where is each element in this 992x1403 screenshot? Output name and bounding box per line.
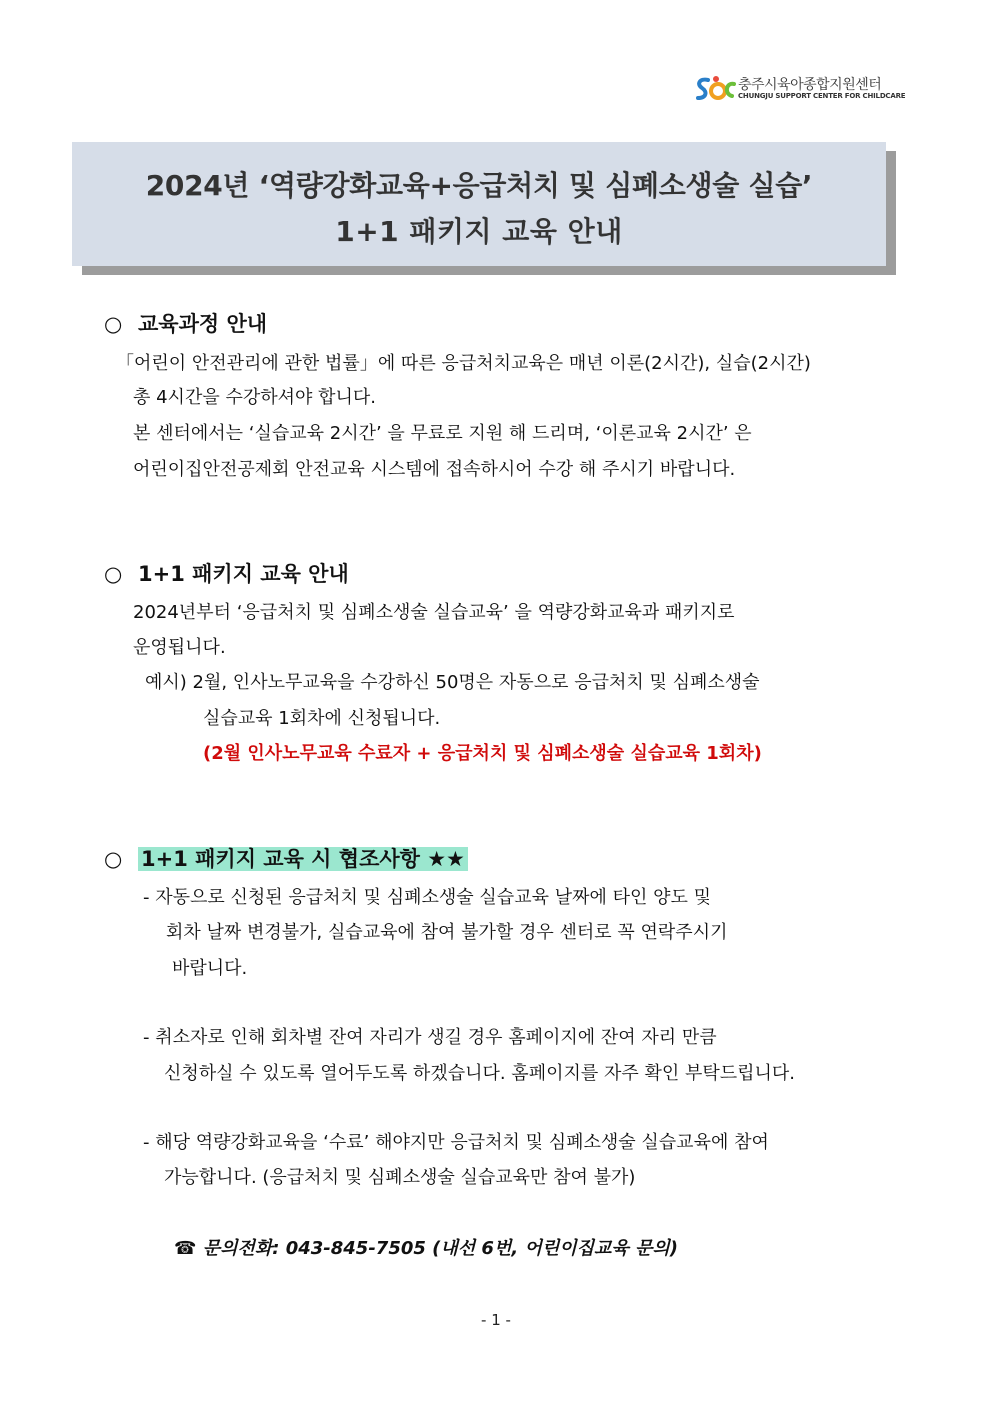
section2-example-line-1: 예시) 2월, 인사노무교육을 수강하신 50명은 자동으로 응급처치 및 심폐소생술	[145, 672, 760, 693]
section3-item1-line-3: 바랍니다.	[172, 958, 248, 979]
section3-item3-line-1: - 해당 역량강화교육을 ‘수료’ 해야지만 응급처치 및 심폐소생술 실습교육에 참여	[143, 1132, 769, 1153]
section3-item3-line-2: 가능합니다. (응급처치 및 심폐소생술 실습교육만 참여 불가)	[164, 1167, 636, 1188]
section2-highlight: (2월 인사노무교육 수료자 + 응급처치 및 심폐소생술 실습교육 1회차)	[203, 743, 762, 764]
section1-line-2: 총 4시간을 수강하셔야 합니다.	[133, 387, 376, 408]
contact-phone: ☎ 문의전화: 043-845-7505 (내선 6번, 어린이집교육 문의)	[174, 1238, 679, 1259]
section3-item1-line-1: - 자동으로 신청된 응급처치 및 심폐소생술 실습교육 날짜에 타인 양도 및	[143, 887, 711, 908]
section1-line-4: 어린이집안전공제회 안전교육 시스템에 접속하시어 수강 해 주시기 바랍니다.	[133, 459, 736, 480]
logo-mark-icon	[694, 74, 736, 104]
section1-heading	[104, 308, 267, 338]
section3-item2-line-1: - 취소자로 인해 회차별 잔여 자리가 생길 경우 홈페이지에 잔여 자리 만큼	[143, 1027, 717, 1048]
section3-item2-line-2: 신청하실 수 있도록 열어두도록 하겠습니다. 홈페이지를 자주 확인 부탁드립니다.	[164, 1063, 796, 1084]
section1-line-1: 「어린이 안전관리에 관한 법률」에 따른 응급처치교육은 매년 이론(2시간), 실습(2시간)	[116, 353, 811, 374]
section3-heading-text: 1+1 패키지 교육 시 협조사항 ★★	[138, 847, 468, 871]
section1-heading-text: 교육과정 안내	[138, 312, 268, 336]
section1-line-3: 본 센터에서는 ‘실습교육 2시간’ 을 무료로 지원 해 드리며, ‘이론교육 2시간’ 은	[133, 423, 752, 444]
section1-bullet: ○	[104, 312, 123, 336]
section2-heading	[104, 558, 349, 588]
title-line-1: 2024년 ‘역량강화교육+응급처치 및 심폐소생술 실습’	[145, 169, 813, 202]
section3-heading	[104, 843, 468, 873]
section2-line-2: 운영됩니다.	[133, 637, 226, 658]
title-box	[72, 142, 886, 266]
logo-english-name: CHUNGJU SUPPORT CENTER FOR CHILDCARE	[738, 92, 906, 100]
logo-korean-name: 충주시육아종합지원센터	[738, 77, 882, 93]
section2-line-1: 2024년부터 ‘응급처치 및 심폐소생술 실습교육’ 을 역량강화교육과 패키지로	[133, 602, 735, 623]
section2-example-line-2: 실습교육 1회차에 신청됩니다.	[203, 708, 441, 729]
section2-heading-text: 1+1 패키지 교육 안내	[138, 562, 349, 586]
center-logo	[694, 74, 904, 106]
section3-bullet: ○	[104, 847, 123, 871]
page-number: - 1 -	[481, 1311, 511, 1329]
title-line-2: 1+1 패키지 교육 안내	[335, 215, 623, 248]
section3-item1-line-2: 회차 날짜 변경불가, 실습교육에 참여 불가할 경우 센터로 꼭 연락주시기	[166, 922, 728, 943]
section2-bullet: ○	[104, 562, 123, 586]
